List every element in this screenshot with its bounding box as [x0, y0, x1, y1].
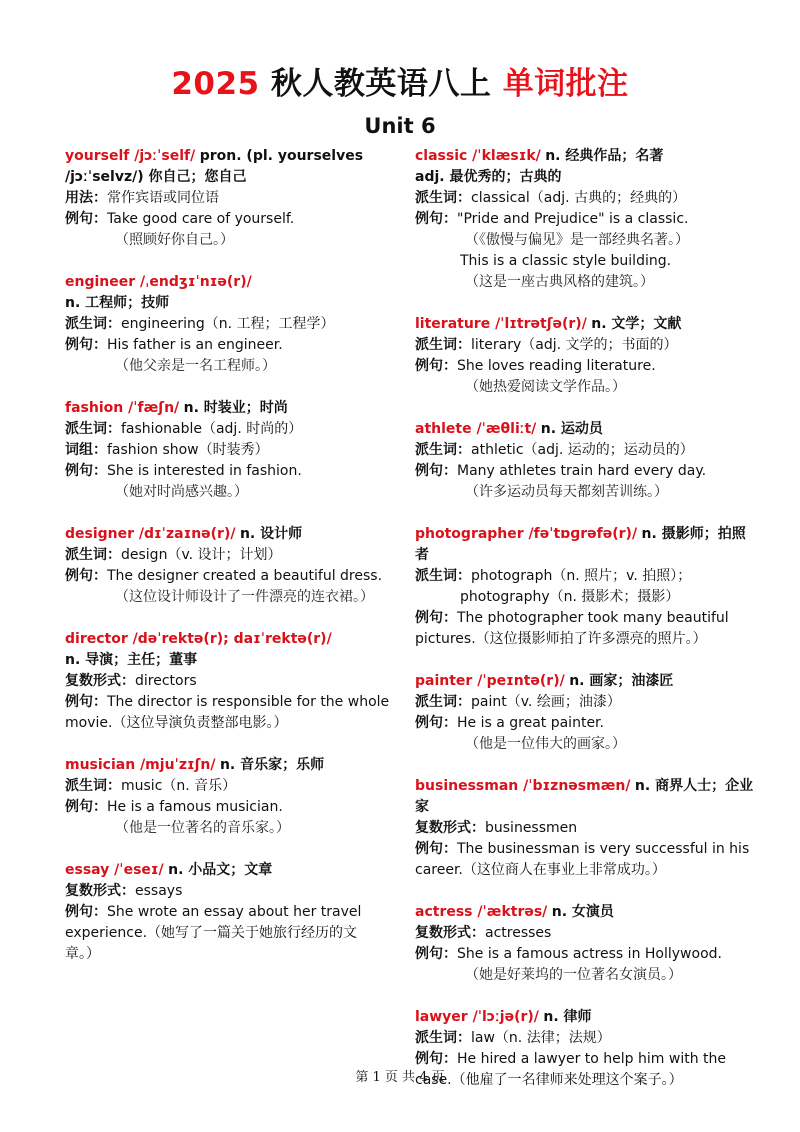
- part-of-speech: n. 运动员: [540, 421, 603, 437]
- headword: musician /mjuˈzɪʃn/: [65, 757, 216, 773]
- headword: yourself /jɔːˈself/: [65, 148, 196, 164]
- headword: businessman /ˈbɪznəsmæn/: [415, 778, 631, 794]
- entry-text: fashion show（时装秀）: [107, 442, 269, 458]
- title-year: 2025: [171, 66, 260, 102]
- entry-text: experience.（她写了一篇关于她旅行经历的文: [65, 925, 358, 941]
- entry-text: 章。）: [65, 946, 100, 962]
- example-line: This is a classic style building.: [460, 253, 672, 269]
- entry-label: adj. 最优秀的；古典的: [415, 169, 562, 185]
- entry-line: [415, 566, 755, 587]
- headword: engineer /ˌendʒɪˈnɪə(r)/: [65, 274, 252, 290]
- entry-label: 例句：: [415, 211, 457, 227]
- entry-line: [65, 923, 415, 944]
- entry-label: 例句：: [415, 841, 457, 857]
- entry-headline: [65, 524, 415, 545]
- entry-line: [65, 776, 415, 797]
- entry-headline: [415, 146, 755, 167]
- entry-text: She loves reading literature.: [457, 358, 656, 374]
- headword: actress /ˈæktrəs/: [415, 904, 548, 920]
- headword: lawyer /ˈlɔːjə(r)/: [415, 1009, 539, 1025]
- entry-text: athletic（adj. 运动的；运动员的）: [471, 442, 694, 458]
- entry-text: paint（v. 绘画；油漆）: [471, 694, 621, 710]
- entry-label: 例句：: [65, 463, 107, 479]
- headword: athlete /ˈæθliːt/: [415, 421, 537, 437]
- entry-text: She wrote an essay about her travel: [107, 904, 362, 920]
- translation-line: （她热爱阅读文学作品。）: [465, 379, 626, 395]
- entry-line: [65, 314, 415, 335]
- entry-label: n. 导演；主任；董事: [65, 652, 198, 668]
- word-entry: [415, 776, 755, 881]
- entry-line: [65, 713, 415, 734]
- entry-line: [65, 209, 415, 230]
- headword: fashion /ˈfæʃn/: [65, 400, 180, 416]
- entry-label: 派生词：: [65, 778, 121, 794]
- entry-text: She is interested in fashion.: [107, 463, 302, 479]
- entry-label: 派生词：: [65, 547, 121, 563]
- part-of-speech: n. 小品文；文章: [168, 862, 273, 878]
- entry-line: [65, 188, 415, 209]
- entry-headline: [415, 902, 755, 923]
- entry-headline: [65, 146, 415, 167]
- entry-text: fashionable（adj. 时尚的）: [121, 421, 303, 437]
- headword: literature /ˈlɪtrətʃə(r)/: [415, 316, 587, 332]
- title-middle: 秋人教英语八上: [270, 66, 492, 102]
- entry-label: 词组：: [65, 442, 107, 458]
- page-title: [0, 58, 800, 103]
- entry-text: literary（adj. 文学的；书面的）: [471, 337, 678, 353]
- entry-text: case.（他雇了一名律师来处理这个案子。）: [415, 1072, 683, 1088]
- entry-text: pictures.（这位摄影师拍了许多漂亮的照片。）: [415, 631, 707, 647]
- entry-label: 用法：: [65, 190, 107, 206]
- headword: essay /ˈeseɪ/: [65, 862, 164, 878]
- entry-label: 例句：: [65, 694, 107, 710]
- translation-line: （这位设计师设计了一件漂亮的连衣裙。）: [115, 589, 374, 605]
- part-of-speech: n. 律师: [543, 1009, 592, 1025]
- headword: director /dəˈrektə(r); daɪˈrektə(r)/: [65, 631, 332, 647]
- entry-line: [65, 440, 415, 461]
- part-of-speech: n. 设计师: [239, 526, 303, 542]
- entry-text: Many athletes train hard every day.: [457, 463, 707, 479]
- word-entry: [415, 314, 755, 398]
- entry-text: law（n. 法律；法规）: [471, 1030, 611, 1046]
- entry-headline: [415, 776, 755, 818]
- entry-line: [65, 671, 415, 692]
- entry-label: 例句：: [415, 463, 457, 479]
- entry-label: 例句：: [65, 337, 107, 353]
- entry-line: [415, 839, 755, 860]
- word-entry: [415, 671, 755, 755]
- entry-text: The businessman is very successful in his: [457, 841, 750, 857]
- entry-line: [415, 356, 755, 377]
- part-of-speech: n. 商界人士；企业家: [415, 778, 754, 815]
- translation-line: （她是好莱坞的一位著名女演员。）: [465, 967, 682, 983]
- word-entry: [65, 398, 415, 503]
- entry-text: movie.（这位导演负责整部电影。）: [65, 715, 288, 731]
- part-of-speech: n. 经典作品；名著: [545, 148, 664, 164]
- entry-label: 复数形式：: [415, 925, 485, 941]
- entry-label: 派生词：: [415, 442, 471, 458]
- entry-label: 例句：: [65, 568, 107, 584]
- translation-line: （他是一位著名的音乐家。）: [115, 820, 290, 836]
- entry-headline: [415, 1007, 755, 1028]
- right-column: [415, 146, 755, 1112]
- entry-label: 例句：: [65, 211, 107, 227]
- entry-text: classical（adj. 古典的；经典的）: [471, 190, 687, 206]
- entry-line: [65, 881, 415, 902]
- entry-line: [415, 461, 755, 482]
- word-entry: [65, 146, 415, 251]
- entry-headline: [415, 671, 755, 692]
- entry-line: [415, 713, 755, 734]
- entry-headline: [65, 398, 415, 419]
- entry-line: [415, 818, 755, 839]
- entry-line: [65, 545, 415, 566]
- entry-label: /jɔːˈselvz/) 你自己；您自己: [65, 169, 247, 185]
- entry-line: [415, 188, 755, 209]
- left-column: [65, 146, 415, 986]
- entry-text: 常作宾语或同位语: [107, 190, 219, 206]
- entry-text: Take good care of yourself.: [107, 211, 295, 227]
- headword: classic /ˈklæsɪk/: [415, 148, 541, 164]
- entry-line: [415, 440, 755, 461]
- entry-headline: [65, 629, 415, 650]
- entry-label: 派生词：: [65, 316, 121, 332]
- entry-line: [415, 167, 755, 188]
- entry-text: engineering（n. 工程；工程学）: [121, 316, 335, 332]
- entry-label: n. 工程师；技师: [65, 295, 170, 311]
- translation-line: （许多运动员每天都刻苦训练。）: [465, 484, 668, 500]
- entry-text: He is a famous musician.: [107, 799, 283, 815]
- entry-line: [65, 650, 415, 671]
- part-of-speech: n. 音乐家；乐师: [219, 757, 325, 773]
- entry-text: music（n. 音乐）: [121, 778, 237, 794]
- entry-headline: [415, 419, 755, 440]
- entry-text: career.（这位商人在事业上非常成功。）: [415, 862, 666, 878]
- part-of-speech: n. 文学；文献: [591, 316, 682, 332]
- entry-line: [65, 293, 415, 314]
- entry-label: 例句：: [415, 610, 457, 626]
- entry-label: 例句：: [415, 1051, 457, 1067]
- entry-line: [65, 335, 415, 356]
- entry-line: [415, 629, 755, 650]
- translation-line: （照顾好你自己。）: [115, 232, 234, 248]
- entry-line: [415, 209, 755, 230]
- entry-text: The photographer took many beautiful: [457, 610, 729, 626]
- entry-line: [415, 692, 755, 713]
- entry-line: [65, 167, 415, 188]
- entry-line: [65, 461, 415, 482]
- translation-line: （她对时尚感兴趣。）: [115, 484, 248, 500]
- entry-line: [65, 419, 415, 440]
- entry-label: 派生词：: [415, 190, 471, 206]
- entry-line: [415, 1028, 755, 1049]
- entry-text: businessmen: [485, 820, 578, 836]
- entry-text: She is a famous actress in Hollywood.: [457, 946, 722, 962]
- word-entry: [65, 629, 415, 734]
- entry-headline: [65, 860, 415, 881]
- entry-text: He hired a lawyer to help him with the: [457, 1051, 727, 1067]
- entry-line: [415, 608, 755, 629]
- headword: painter /ˈpeɪntə(r)/: [415, 673, 565, 689]
- word-entry: [65, 524, 415, 608]
- entry-label: 例句：: [65, 799, 107, 815]
- entry-text: His father is an engineer.: [107, 337, 283, 353]
- word-entry: [65, 860, 415, 965]
- entry-headline: [415, 524, 755, 566]
- translation-line: （他是一位伟大的画家。）: [465, 736, 626, 752]
- title-end: 单词批注: [502, 66, 629, 102]
- entry-line: [415, 923, 755, 944]
- entry-text: directors: [135, 673, 197, 689]
- entry-headline: [415, 314, 755, 335]
- entry-label: 派生词：: [65, 421, 121, 437]
- translation-line: （《傲慢与偏见》是一部经典名著。）: [465, 232, 689, 248]
- word-entry: [65, 272, 415, 377]
- entry-line: [65, 692, 415, 713]
- entry-text: "Pride and Prejudice" is a classic.: [457, 211, 689, 227]
- word-entry: [415, 524, 755, 650]
- part-of-speech: n. 画家；油漆匠: [569, 673, 674, 689]
- part-of-speech: n. 时装业；时尚: [183, 400, 288, 416]
- part-of-speech: n. 摄影师；拍照者: [415, 526, 746, 563]
- entry-label: 复数形式：: [415, 820, 485, 836]
- word-entry: [65, 755, 415, 839]
- entry-line: [65, 944, 415, 965]
- word-entry: [415, 902, 755, 986]
- entry-label: 派生词：: [415, 337, 471, 353]
- entry-text: The director is responsible for the whole: [107, 694, 390, 710]
- entry-label: 复数形式：: [65, 883, 135, 899]
- translation-line: （这是一座古典风格的建筑。）: [465, 274, 654, 290]
- entry-headline: [65, 755, 415, 776]
- example-line: photography（n. 摄影术；摄影）: [460, 589, 680, 605]
- headword: designer /dɪˈzaɪnə(r)/: [65, 526, 236, 542]
- headword: photographer /fəˈtɒɡrəfə(r)/: [415, 526, 638, 542]
- entry-label: 派生词：: [415, 1030, 471, 1046]
- unit-heading: Unit 6: [364, 114, 436, 138]
- part-of-speech: pron. (pl. yourselves: [199, 148, 364, 164]
- translation-line: （他父亲是一名工程师。）: [115, 358, 276, 374]
- entry-label: 例句：: [415, 715, 457, 731]
- page-footer: 第 1 页 共 4 页: [355, 1070, 445, 1085]
- entry-line: [415, 335, 755, 356]
- entry-line: [415, 944, 755, 965]
- entry-label: 例句：: [65, 904, 107, 920]
- entry-text: He is a great painter.: [457, 715, 604, 731]
- entry-text: essays: [135, 883, 183, 899]
- word-entry: [415, 146, 755, 293]
- entry-text: The designer created a beautiful dress.: [107, 568, 383, 584]
- entry-headline: [65, 272, 415, 293]
- word-entry: [415, 419, 755, 503]
- entry-line: [415, 860, 755, 881]
- entry-line: [65, 902, 415, 923]
- entry-label: 例句：: [415, 946, 457, 962]
- part-of-speech: n. 女演员: [551, 904, 614, 920]
- entry-line: [65, 566, 415, 587]
- entry-label: 派生词：: [415, 694, 471, 710]
- entry-line: [65, 797, 415, 818]
- entry-label: 例句：: [415, 358, 457, 374]
- entry-text: design（v. 设计；计划）: [121, 547, 282, 563]
- entry-label: 派生词：: [415, 568, 471, 584]
- entry-label: 复数形式：: [65, 673, 135, 689]
- entry-text: photograph（n. 照片；v. 拍照）；: [471, 568, 692, 584]
- entry-text: actresses: [485, 925, 552, 941]
